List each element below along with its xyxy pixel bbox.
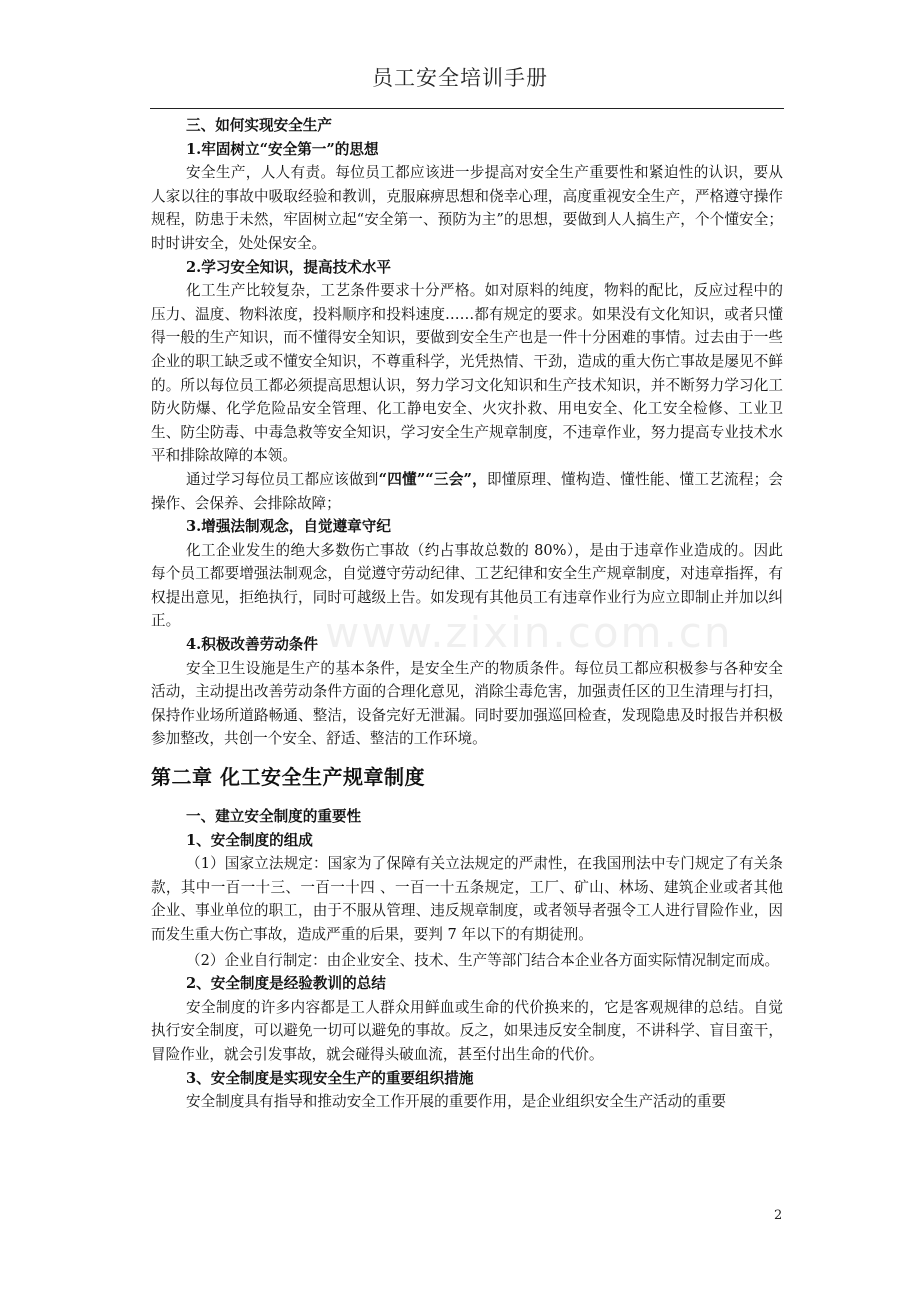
subsection-heading: 2、安全制度是经验教训的总结 xyxy=(186,975,386,993)
page-header-title: 员工安全培训手册 xyxy=(372,66,548,90)
paragraph: （2）企业自行制定：由企业安全、技术、生产等部门结合本企业各方面实际情况制定而成。 xyxy=(186,951,780,969)
paragraph: 安全制度的许多内容都是工人群众用鲜血或生命的代价换来的，它是客观规律的总结。自觉执行安全制度，可以避免一切可以避免的事故。反之，如果违反安全制度，不讲科学、盲目蛮干，冒险作业，就会引发事故，就会碰得头破血流，甚至付出生命的代价。 xyxy=(151,998,783,1063)
section-heading: 三、如何实现安全生产 xyxy=(186,117,332,134)
watermark: www.zixin.com.cn xyxy=(325,608,733,657)
chapter-title: 第二章 化工安全生产规章制度 xyxy=(151,765,425,790)
header-divider xyxy=(150,108,784,109)
paragraph xyxy=(151,468,783,515)
paragraph: 化工企业发生的绝大多数伤亡事故（约占事故总数的 80%），是由于违章作业造成的。因此每个员工都要增强法制观念，自觉遵守劳动纪律、工艺纪律和安全生产规章制度，对违章指挥，有权提出意见，拒绝执行，同时可越级上告。如发现有其他员工有违章作业行为应立即制止并加以纠正。 xyxy=(151,541,783,630)
subsection-heading: 4.积极改善劳动条件 xyxy=(186,636,318,654)
subsection-heading: 2.学习安全知识，提高技术水平 xyxy=(186,258,391,276)
subsection-heading: 3.增强法制观念，自觉遵章守纪 xyxy=(186,518,391,536)
paragraph: 安全制度具有指导和推动安全工作开展的重要作用，是企业组织安全生产活动的重要 xyxy=(186,1093,727,1111)
paragraph-text: 即懂原理、懂构造、懂性能、懂工艺流程；会操作、会保养、会排除故障； xyxy=(151,470,783,512)
paragraph: 化工生产比较复杂，工艺条件要求十分严格。如对原料的纯度，物料的配比，反应过程中的压力、温度、物料浓度，投料顺序和投料速度……都有规定的要求。如果没有文化知识，或者只懂得一般的生产知识，而不懂得安全知识，要做到安全生产也是一件十分困难的事情。过去由于一些企业的职工缺乏或不懂安全知识，不尊重科学，光凭热情、干劲，造成的重大伤亡事故是屡见不鲜的。所以每位员工都必须提高思想认识，努力学习文化知识和生产技术知识，并不断努力学习化工防火防爆、化学危险品安全管理、化工静电安全、火灾扑救、用电安全、化工安全检修、工业卫生、防尘防毒、中毒急救等安全知识，学习安全生产规章制度，不违章作业，努力提高专业技术水平和排除故障的本领。 xyxy=(151,282,783,465)
document-body xyxy=(151,114,783,1114)
paragraph: 安全卫生设施是生产的基本条件，是安全生产的物质条件。每位员工都应积极参与各种安全活动，主动提出改善劳动条件方面的合理化意见，消除尘毒危害，加强责任区的卫生清理与打扫，保持作业场所道路畅通、整洁，设备完好无泄漏。同时要加强巡回检查，发现隐患及时报告并积极参加整改，共创一个安全、舒适、整洁的工作环境。 xyxy=(151,659,783,748)
paragraph: （1）国家立法规定：国家为了保障有关立法规定的严肃性，在我国刑法中专门规定了有关条款，其中一百一十三、一百一十四 、一百一十五条规定，工厂、矿山、林场、建筑企业或者其他企业、事业单位的职工，由于不服从管理、违反规章制度，或者领导者强令工人进行冒险作业，因而发生重大伤亡事故，造成严重的后果，要判 7 年以下的有期徒刑。 xyxy=(151,855,783,943)
subsection-heading: 1、安全制度的组成 xyxy=(186,831,313,849)
subsection-heading: 1.牢固树立“安全第一”的思想 xyxy=(186,140,379,158)
paragraph: 安全生产，人人有责。每位员工都应该进一步提高对安全生产重要性和紧迫性的认识，要从人家以往的事故中吸取经验和教训，克服麻痹思想和侥幸心理，高度重视安全生产，严格遵守操作规程，防患于未然，牢固树立起“安全第一、预防为主”的思想，要做到人人搞生产，个个懂安全；时时讲安全，处处保安全。 xyxy=(151,164,783,252)
subsection-heading: 3、安全制度是实现安全生产的重要组织措施 xyxy=(186,1069,474,1087)
bold-phrase: “四懂”“三会”， xyxy=(378,470,487,488)
page-number: 2 xyxy=(774,1208,783,1223)
paragraph-text: 通过学习每位员工都应该做到 xyxy=(186,470,379,488)
section-heading: 一、建立安全制度的重要性 xyxy=(186,808,362,826)
